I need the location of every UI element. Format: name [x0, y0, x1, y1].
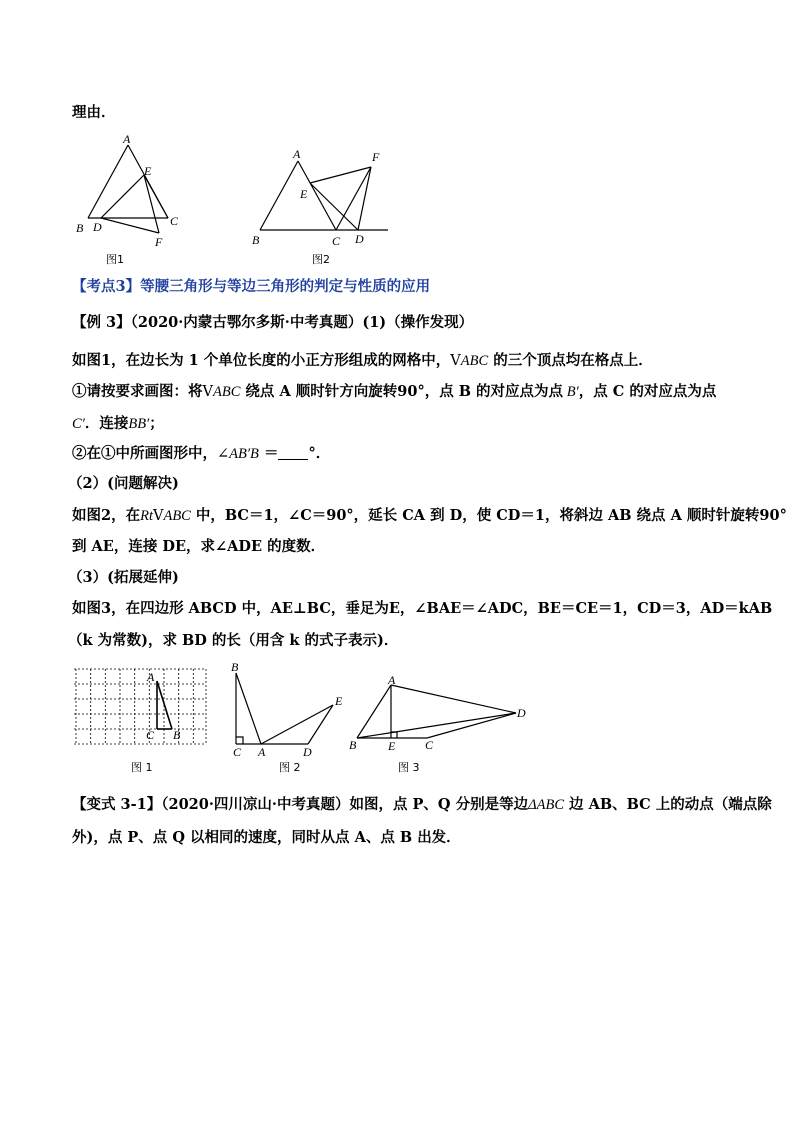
abc: ABC	[212, 384, 241, 400]
para-4	[72, 444, 330, 464]
para-8: （k 为常数)，求 BD 的长（用含 k 的式子表示)．	[68, 632, 399, 649]
label-B: B	[252, 233, 260, 247]
kaodian-heading: 【考点3】等腰三角形与等边三角形的判定与性质的应用	[72, 278, 431, 295]
tri-symbol: V	[450, 353, 461, 369]
figure-3	[344, 675, 544, 785]
label-C: C	[425, 738, 434, 752]
para-3-b: ．连接	[84, 415, 129, 432]
para-5-b: 中，BC＝1，∠C＝90°，延长 CA 到 D，使 CD＝1，将斜边 AB 绕点 A 顺时针旋转90°	[190, 507, 787, 524]
label-F: F	[155, 235, 163, 249]
para-3	[72, 414, 164, 434]
variant-b: 边 AB、BC 上的动点（端点除	[564, 796, 772, 813]
para-2-b: 绕点 A 顺时针方向旋转90°，点 B 的对应点为点	[240, 383, 564, 400]
para-7: 如图3，在四边形 ABCD 中，AE⊥BC，垂足为E，∠BAE＝∠ADC，BE＝CE＝1，CD＝3，AD＝kAB	[72, 600, 773, 617]
figure-2	[228, 660, 358, 774]
top-figure-2	[248, 133, 408, 266]
para-4-c: °．	[308, 445, 331, 462]
para-4-b: ＝	[258, 445, 279, 462]
label-A: A	[388, 673, 396, 687]
example-tag: 【例 3】	[72, 314, 131, 331]
para-3-c: ；	[149, 415, 164, 432]
label-C: C	[170, 214, 179, 228]
label-B: B	[76, 221, 84, 235]
b-prime: B′	[563, 384, 579, 400]
para-2-a: ①请按要求画图：将	[72, 383, 203, 400]
para-2	[72, 382, 716, 402]
variant-a: （2020·四川凉山·中考真题）如图，点 P、Q 分别是等边	[161, 796, 529, 813]
delta-abc: ΔABC	[528, 797, 564, 813]
label-B: B	[349, 738, 357, 752]
label-E: E	[300, 187, 308, 201]
para-1	[72, 351, 653, 371]
tri-symbol: V	[202, 384, 213, 400]
angle-ab-prime-b: ∠AB′B	[217, 446, 259, 462]
label-F: F	[372, 150, 380, 164]
para-6: 到 AE，连接 DE，求∠ADE 的度数．	[72, 538, 326, 555]
abc: ABC	[460, 353, 489, 369]
label-A: A	[147, 670, 155, 684]
label-E: E	[335, 694, 343, 708]
label-D: D	[517, 706, 526, 720]
label-D: D	[303, 745, 312, 759]
caption-fig3: 图 3	[398, 761, 420, 774]
example-heading	[72, 313, 473, 333]
label-D: D	[355, 232, 364, 246]
label-C: C	[233, 745, 242, 759]
label-C: C	[146, 728, 155, 742]
para-1-b: 的三个顶点均在格点上．	[488, 352, 653, 369]
para-4-a: ②在①中所画图形中，	[72, 445, 217, 462]
para-5	[72, 506, 787, 526]
label-A: A	[293, 147, 301, 161]
label-C: C	[332, 234, 341, 248]
reason-text: 理由．	[72, 104, 116, 121]
heading-3: （3）(拓展延伸)	[68, 569, 179, 586]
para-1-a: 如图1，在边长为 1 个单位长度的小正方形组成的网格中，	[72, 352, 451, 369]
bb-prime: BB′	[128, 416, 150, 432]
variant-tag: 【变式 3-1】	[72, 796, 162, 813]
para-5-a: 如图2，在	[72, 507, 141, 524]
answer-blank[interactable]	[278, 445, 308, 460]
grid-figure	[74, 667, 214, 777]
caption-fig2: 图 2	[279, 761, 301, 774]
top-figure-1	[76, 132, 216, 266]
caption-grid: 图 1	[131, 761, 153, 774]
caption-top-2: 图2	[312, 253, 330, 266]
rt: Rt	[140, 508, 153, 524]
para-9: 外)，点 P、点 Q 以相同的速度，同时从点 A、点 B 出发．	[72, 829, 461, 846]
example-source: （2020·内蒙古鄂尔多斯·中考真题）(1)（操作发现）	[130, 314, 474, 331]
label-E: E	[388, 739, 396, 753]
para-2-c: ，点 C 的对应点为点	[578, 383, 717, 400]
label-A: A	[258, 745, 266, 759]
label-D: D	[93, 220, 102, 234]
label-E: E	[144, 164, 152, 178]
heading-2: （2）(问题解决)	[68, 475, 179, 492]
variant-para	[72, 795, 772, 815]
caption-top-1: 图1	[106, 253, 124, 266]
c-prime: C′	[72, 416, 85, 432]
label-B: B	[173, 728, 181, 742]
tri-symbol: V	[152, 508, 164, 524]
label-B: B	[231, 660, 239, 674]
label-A: A	[123, 132, 131, 146]
abc: ABC	[163, 508, 191, 524]
